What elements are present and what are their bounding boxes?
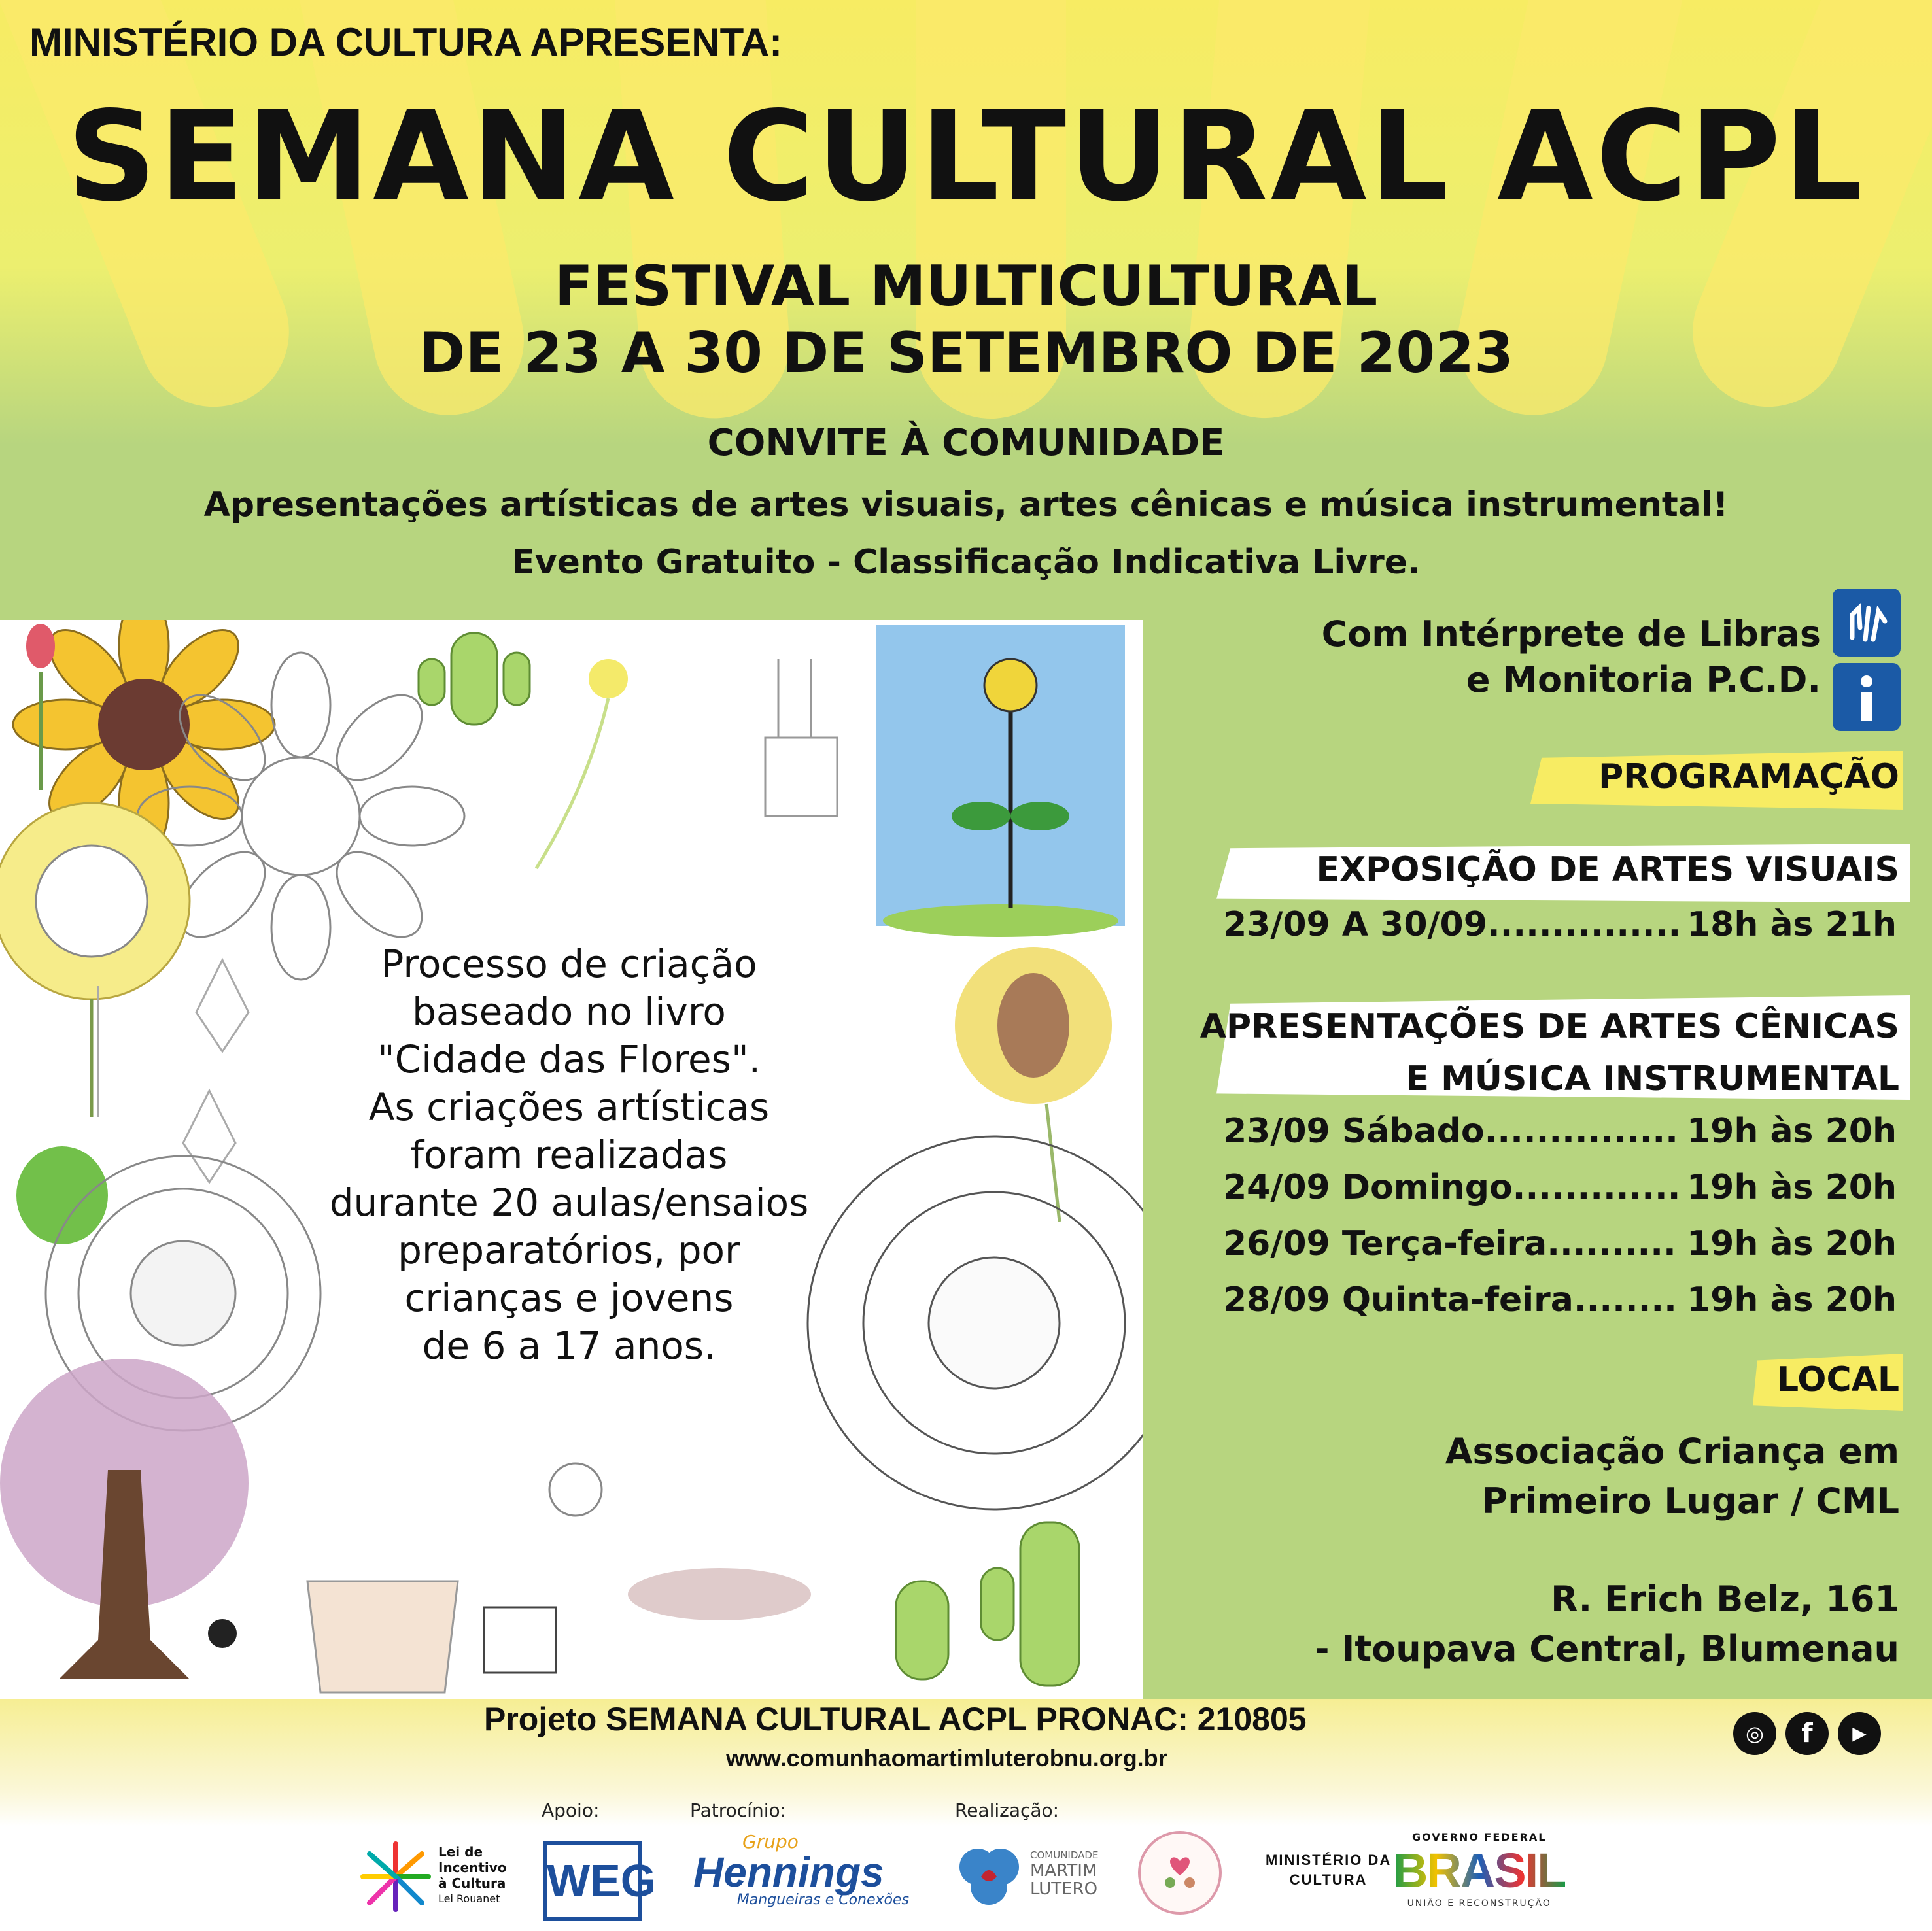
cml-icon (955, 1841, 1027, 1906)
ministerio-text: CULTURA (1289, 1871, 1368, 1888)
performance-row (1223, 1112, 1897, 1151)
process-line: de 6 a 17 anos. (422, 1324, 716, 1368)
gov-text: UNIÃO E RECONSTRUÇÃO (1407, 1898, 1551, 1909)
brasil-wordmark: BRASIL (1393, 1843, 1566, 1898)
festival-subtitle: FESTIVAL MULTICULTURAL (554, 254, 1378, 319)
process-line: "Cidade das Flores". (377, 1037, 761, 1082)
cml-text: MARTIM (1030, 1861, 1097, 1881)
bottom-pots-drawing (307, 1463, 811, 1692)
drawings-panel (0, 620, 1143, 1699)
expo-date: 23/09 A 30/09............... (1223, 905, 1682, 944)
venue-line: Associação Criança em (1445, 1431, 1899, 1472)
process-line: Processo de criação (381, 942, 757, 986)
process-line: baseado no livro (412, 989, 726, 1034)
realizacao-label: Realização: (955, 1800, 1060, 1821)
performance-time: 19h às 20h (1686, 1168, 1897, 1207)
gov-text: GOVERNO FEDERAL (1411, 1831, 1547, 1843)
instagram-icon[interactable]: ◎ (1733, 1712, 1776, 1755)
process-line: preparatórios, por (398, 1228, 740, 1273)
invite-line: Apresentações artísticas de artes visuais, artes cênicas e música instrumental! (203, 485, 1729, 524)
expo-time: 18h às 21h (1686, 905, 1897, 944)
sign-language-icon (1833, 589, 1901, 657)
creation-process-text (275, 940, 863, 1370)
ministerio-text: MINISTÉRIO DA (1266, 1852, 1392, 1868)
youtube-icon[interactable]: ▶ (1838, 1712, 1881, 1755)
apoio-label: Apoio: (542, 1800, 600, 1821)
program-heading: PROGRAMAÇÃO (1598, 757, 1899, 796)
venue-address (1315, 1575, 1899, 1674)
pot-drawing (765, 659, 837, 816)
governo-federal-logo (1393, 1831, 1565, 1909)
patrocinio-label: Patrocínio: (690, 1800, 787, 1821)
hennings-tagline: Mangueiras e Conexões (736, 1892, 909, 1908)
performance-time: 19h às 20h (1686, 1112, 1897, 1151)
venue-line: Primeiro Lugar / CML (1481, 1480, 1899, 1522)
performance-day: 23/09 Sábado............... (1223, 1112, 1678, 1151)
address-line: R. Erich Belz, 161 (1551, 1579, 1899, 1620)
performance-day: 24/09 Domingo............. (1223, 1168, 1681, 1207)
pcd-line: e Monitoria P.C.D. (1466, 659, 1821, 700)
accessibility-text (1322, 611, 1821, 703)
local-heading: LOCAL (1776, 1360, 1899, 1399)
page-title: SEMANA CULTURAL ACPL (67, 84, 1865, 229)
process-line: foram realizadas (410, 1133, 728, 1177)
presenter-text: MINISTÉRIO DA CULTURA APRESENTA: (29, 20, 783, 64)
libras-line: Com Intérprete de Libras (1321, 613, 1821, 655)
lei-text: à Cultura (438, 1875, 506, 1891)
hennings-name: Hennings (693, 1849, 884, 1896)
cml-text: LUTERO (1030, 1879, 1098, 1899)
process-line: crianças e jovens (404, 1276, 734, 1320)
ministerio-logo (1266, 1851, 1391, 1890)
lei-text: Lei de (438, 1844, 483, 1860)
black-flower-drawing (208, 1619, 237, 1648)
lei-text: Incentivo (438, 1860, 507, 1875)
cml-text: COMUNIDADE (1030, 1849, 1099, 1861)
process-line: As criações artísticas (368, 1085, 770, 1129)
facebook-icon[interactable]: f (1785, 1712, 1829, 1755)
website-link[interactable]: www.comunhaomartimluterobnu.org.br (726, 1745, 1167, 1771)
project-line: Projeto SEMANA CULTURAL ACPL PRONAC: 210805 (484, 1701, 1307, 1737)
lei-text: Lei Rouanet (438, 1892, 500, 1905)
performances-title-line: APRESENTAÇÕES DE ARTES CÊNICAS (1199, 1007, 1899, 1046)
weg-logo: WEG (543, 1841, 642, 1921)
expo-title: EXPOSIÇÃO DE ARTES VISUAIS (1316, 850, 1899, 889)
acpl-seal-icon (1141, 1834, 1219, 1912)
performance-row (1223, 1280, 1897, 1320)
lei-incentivo-logo (356, 1837, 507, 1919)
bottom-cactus-drawing (896, 1522, 1079, 1686)
expo-schedule-row (1223, 905, 1897, 944)
performance-day: 26/09 Terça-feira.......... (1223, 1224, 1676, 1263)
performances-title (1200, 1000, 1899, 1105)
info-icon (1833, 663, 1901, 731)
cml-logo (955, 1841, 1099, 1909)
venue-name (1445, 1427, 1899, 1526)
performance-time: 19h às 20h (1686, 1280, 1897, 1320)
address-line: - Itoupava Central, Blumenau (1315, 1628, 1899, 1669)
invite-heading: CONVITE À COMUNIDADE (707, 422, 1225, 464)
performance-row (1223, 1224, 1897, 1263)
scribble-flower-drawing (536, 659, 628, 868)
performance-time: 19h às 20h (1686, 1224, 1897, 1263)
acpl-seal-logo (1138, 1831, 1222, 1915)
lei-incentivo-icon (356, 1837, 435, 1916)
process-line: durante 20 aulas/ensaios (329, 1180, 809, 1225)
hennings-group-text: Grupo (742, 1831, 799, 1853)
performance-day: 28/09 Quinta-feira........ (1223, 1280, 1677, 1320)
festival-dates: DE 23 A 30 DE SETEMBRO DE 2023 (419, 320, 1513, 386)
cactus-drawing (419, 633, 530, 725)
performance-row (1223, 1168, 1897, 1207)
yellow-flower-drawing (0, 803, 190, 1117)
invite-line: Evento Gratuito - Classificação Indicativa Livre. (511, 543, 1421, 582)
performances-title-line: E MÚSICA INSTRUMENTAL (1406, 1059, 1899, 1099)
blue-sky-drawing (876, 625, 1125, 937)
right-sunflower-drawing (955, 947, 1112, 1222)
hennings-logo (693, 1831, 909, 1908)
